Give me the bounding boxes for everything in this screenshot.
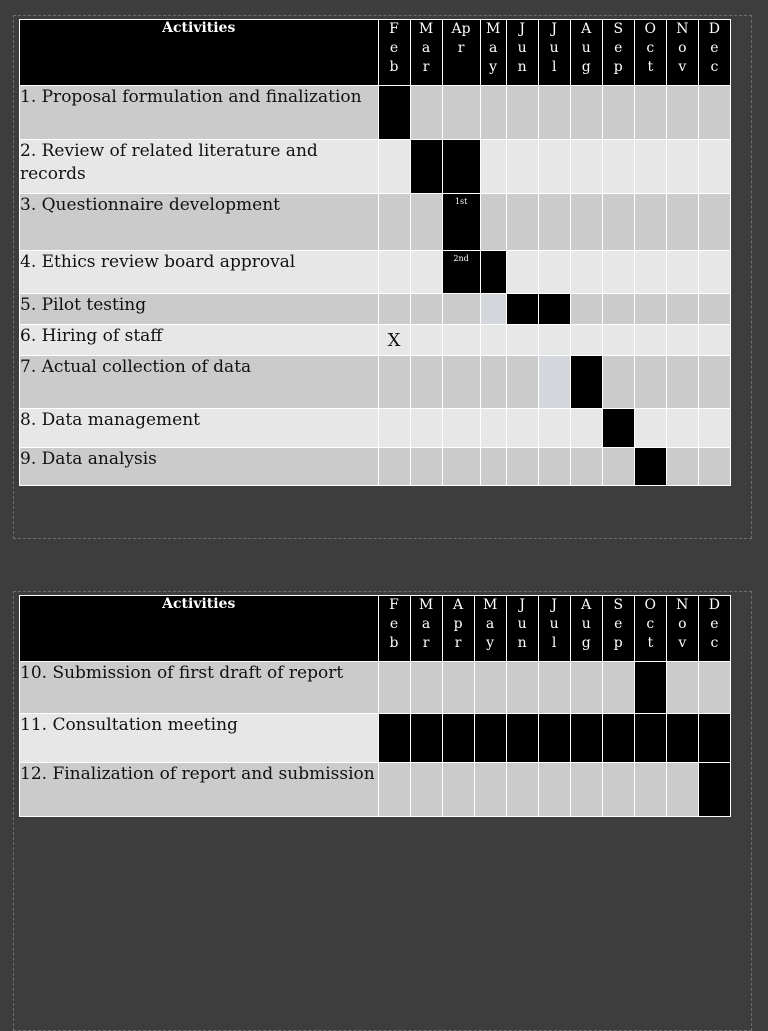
month-letter: J [519, 597, 525, 613]
schedule-cell [410, 294, 442, 325]
month-letter: v [678, 635, 687, 651]
schedule-cell [410, 194, 442, 251]
cell-note: 1st [454, 197, 468, 206]
month-letter: c [710, 635, 719, 651]
schedule-cell [634, 86, 666, 140]
gantt-table-1 [19, 19, 731, 486]
schedule-cell [378, 356, 410, 409]
month-letter: S [613, 21, 624, 37]
schedule-cell [666, 140, 698, 194]
table-row [20, 356, 731, 409]
schedule-cell [480, 325, 506, 356]
schedule-cell [480, 356, 506, 409]
month-letter: r [422, 59, 430, 75]
schedule-cell [410, 448, 442, 486]
month-header [474, 596, 506, 662]
schedule-cell [378, 194, 410, 251]
schedule-cell-filled [634, 714, 666, 763]
schedule-cell [698, 251, 730, 294]
month-letter: t [647, 59, 654, 75]
cell-note: 2nd [453, 254, 469, 263]
month-letter: M [485, 21, 501, 37]
schedule-cell [538, 448, 570, 486]
schedule-cell [602, 140, 634, 194]
table-row [20, 714, 731, 763]
month-letter: Ap [451, 21, 471, 37]
month-letter: A [581, 21, 592, 37]
schedule-cell [378, 140, 410, 194]
schedule-cell [378, 251, 410, 294]
month-header [538, 596, 570, 662]
month-letter: c [646, 616, 655, 632]
month-letter: e [710, 40, 719, 56]
schedule-cell [698, 662, 730, 714]
month-letter: D [708, 21, 721, 37]
month-letter: l [551, 59, 557, 75]
schedule-cell [506, 409, 538, 448]
month-header [634, 596, 666, 662]
month-letter: e [389, 616, 399, 632]
schedule-cell [474, 763, 506, 817]
month-header [410, 20, 442, 86]
table-row [20, 251, 731, 294]
table-row [20, 448, 731, 486]
month-letter: y [489, 59, 498, 75]
schedule-cell [378, 325, 410, 356]
activity-label: 6. Hiring of staff [20, 325, 379, 356]
page-1 [13, 15, 752, 539]
schedule-cell [378, 448, 410, 486]
schedule-cell [442, 409, 480, 448]
schedule-cell [602, 662, 634, 714]
schedule-cell [378, 409, 410, 448]
table-row [20, 409, 731, 448]
month-letter: e [710, 616, 719, 632]
activities-header: Activities [20, 596, 379, 662]
schedule-cell-filled [698, 714, 730, 763]
schedule-cell [480, 194, 506, 251]
schedule-cell [480, 448, 506, 486]
schedule-cell [378, 662, 410, 714]
schedule-cell [666, 251, 698, 294]
month-letter: a [421, 616, 431, 632]
schedule-cell [634, 763, 666, 817]
month-letter: J [551, 21, 557, 37]
schedule-cell [570, 86, 602, 140]
table-row [20, 294, 731, 325]
month-header [602, 596, 634, 662]
schedule-cell [378, 294, 410, 325]
schedule-cell [410, 763, 442, 817]
month-letter: u [581, 616, 591, 632]
schedule-cell [410, 251, 442, 294]
month-letter: a [485, 616, 495, 632]
schedule-cell [698, 448, 730, 486]
schedule-cell [602, 763, 634, 817]
schedule-cell-filled [474, 714, 506, 763]
schedule-cell [538, 356, 570, 409]
schedule-cell [538, 86, 570, 140]
schedule-cell [602, 325, 634, 356]
schedule-cell-filled [570, 714, 602, 763]
schedule-cell [634, 140, 666, 194]
schedule-cell [698, 194, 730, 251]
schedule-cell-filled [442, 194, 480, 251]
schedule-cell-filled [410, 714, 442, 763]
schedule-cell [666, 662, 698, 714]
schedule-cell [506, 325, 538, 356]
month-header [698, 596, 730, 662]
page-2 [13, 591, 752, 1031]
month-header [378, 596, 410, 662]
schedule-cell-filled [634, 448, 666, 486]
table-row [20, 662, 731, 714]
activity-label: 9. Data analysis [20, 448, 379, 486]
schedule-cell-filled [666, 714, 698, 763]
schedule-cell [602, 194, 634, 251]
schedule-cell [480, 409, 506, 448]
month-letter: r [457, 40, 465, 56]
activity-label: 8. Data management [20, 409, 379, 448]
activity-label: 1. Proposal formulation and finalization [20, 86, 379, 140]
schedule-cell [442, 356, 480, 409]
month-letter: y [486, 635, 495, 651]
schedule-cell [506, 194, 538, 251]
month-letter: p [613, 635, 623, 651]
month-letter: F [389, 597, 399, 613]
month-letter: g [581, 59, 591, 75]
month-header [442, 596, 474, 662]
schedule-cell [698, 356, 730, 409]
month-letter: u [549, 40, 559, 56]
schedule-cell [474, 662, 506, 714]
schedule-cell [442, 448, 480, 486]
month-letter: M [418, 597, 434, 613]
schedule-cell [602, 251, 634, 294]
schedule-cell [506, 140, 538, 194]
month-letter: u [517, 40, 527, 56]
month-letter: O [644, 597, 656, 613]
schedule-cell [410, 662, 442, 714]
schedule-cell [538, 325, 570, 356]
table-header-row [20, 596, 731, 662]
schedule-cell [602, 86, 634, 140]
schedule-cell [410, 409, 442, 448]
schedule-cell-filled [442, 251, 480, 294]
table-header-row [20, 20, 731, 86]
activity-label: 11. Consultation meeting [20, 714, 379, 763]
schedule-cell [506, 448, 538, 486]
month-letter: J [519, 21, 525, 37]
schedule-cell [506, 86, 538, 140]
cell-mark: X [387, 329, 401, 351]
schedule-cell [410, 86, 442, 140]
month-letter: t [647, 635, 654, 651]
month-letter: r [422, 635, 430, 651]
schedule-cell [634, 251, 666, 294]
month-letter: u [581, 40, 591, 56]
schedule-cell [538, 763, 570, 817]
month-letter: p [453, 616, 463, 632]
schedule-cell [480, 86, 506, 140]
month-letter: M [418, 21, 434, 37]
month-letter: J [551, 597, 557, 613]
month-letter: n [517, 59, 527, 75]
schedule-cell [538, 251, 570, 294]
month-header [666, 596, 698, 662]
month-header [570, 596, 602, 662]
schedule-cell-filled [378, 714, 410, 763]
schedule-cell [570, 194, 602, 251]
month-header [410, 596, 442, 662]
schedule-cell [634, 294, 666, 325]
month-letter: D [708, 597, 721, 613]
schedule-cell [506, 251, 538, 294]
table-row [20, 194, 731, 251]
schedule-cell [634, 325, 666, 356]
activity-label: 12. Finalization of report and submission [20, 763, 379, 817]
month-letter: v [678, 59, 687, 75]
activity-label: 10. Submission of first draft of report [20, 662, 379, 714]
month-header [506, 20, 538, 86]
schedule-cell-filled [634, 662, 666, 714]
schedule-cell-filled [378, 86, 410, 140]
schedule-cell [666, 448, 698, 486]
schedule-cell [480, 294, 506, 325]
activity-label: 2. Review of related literature and records [20, 140, 379, 194]
schedule-cell-filled [506, 714, 538, 763]
schedule-cell [410, 325, 442, 356]
month-letter: a [421, 40, 431, 56]
schedule-cell-filled [602, 714, 634, 763]
month-letter: N [676, 597, 689, 613]
month-letter: o [678, 616, 687, 632]
activity-label: 7. Actual collection of data [20, 356, 379, 409]
schedule-cell-filled [538, 294, 570, 325]
schedule-cell-filled [698, 763, 730, 817]
schedule-cell [698, 294, 730, 325]
schedule-cell [666, 356, 698, 409]
month-header [506, 596, 538, 662]
schedule-cell [666, 294, 698, 325]
month-letter: M [482, 597, 498, 613]
schedule-cell [602, 294, 634, 325]
table-row [20, 763, 731, 817]
gantt-table-2 [19, 595, 731, 817]
activities-header: Activities [20, 20, 379, 86]
schedule-cell [666, 409, 698, 448]
table-row [20, 140, 731, 194]
month-header [442, 20, 480, 86]
month-letter: u [517, 616, 527, 632]
schedule-cell [570, 251, 602, 294]
schedule-cell [538, 409, 570, 448]
schedule-cell [570, 325, 602, 356]
schedule-cell [442, 763, 474, 817]
schedule-cell-filled [410, 140, 442, 194]
schedule-cell [378, 763, 410, 817]
month-letter: A [581, 597, 592, 613]
schedule-cell [570, 662, 602, 714]
schedule-cell [602, 356, 634, 409]
schedule-cell [666, 763, 698, 817]
schedule-cell [666, 325, 698, 356]
schedule-cell [570, 294, 602, 325]
month-letter: A [453, 597, 464, 613]
month-header [538, 20, 570, 86]
schedule-cell [634, 194, 666, 251]
schedule-cell [666, 86, 698, 140]
month-letter: g [581, 635, 591, 651]
schedule-cell [570, 409, 602, 448]
schedule-cell [538, 194, 570, 251]
month-header [602, 20, 634, 86]
month-letter: b [389, 59, 399, 75]
schedule-cell [480, 140, 506, 194]
month-header [480, 20, 506, 86]
month-header [698, 20, 730, 86]
month-header [570, 20, 602, 86]
month-letter: c [710, 59, 719, 75]
month-letter: l [551, 635, 557, 651]
schedule-cell [506, 356, 538, 409]
month-letter: a [488, 40, 498, 56]
schedule-cell [410, 356, 442, 409]
month-letter: e [614, 616, 623, 632]
schedule-cell [698, 409, 730, 448]
schedule-cell [538, 140, 570, 194]
month-letter: u [549, 616, 559, 632]
schedule-cell [506, 763, 538, 817]
schedule-cell-filled [570, 356, 602, 409]
month-letter: e [614, 40, 623, 56]
schedule-cell-filled [442, 140, 480, 194]
month-letter: F [389, 21, 399, 37]
schedule-cell [570, 763, 602, 817]
schedule-cell-filled [602, 409, 634, 448]
schedule-cell [570, 448, 602, 486]
schedule-cell [442, 294, 480, 325]
month-letter: e [389, 40, 399, 56]
activity-label: 3. Questionnaire development [20, 194, 379, 251]
schedule-cell [570, 140, 602, 194]
schedule-cell [698, 86, 730, 140]
schedule-cell-filled [538, 714, 570, 763]
table-row [20, 86, 731, 140]
schedule-cell [634, 409, 666, 448]
schedule-cell [506, 662, 538, 714]
month-letter: p [613, 59, 623, 75]
activity-label: 5. Pilot testing [20, 294, 379, 325]
month-letter: o [678, 40, 687, 56]
schedule-cell [442, 86, 480, 140]
table-row [20, 325, 731, 356]
schedule-cell-filled [506, 294, 538, 325]
month-header [666, 20, 698, 86]
month-header [634, 20, 666, 86]
schedule-cell [442, 662, 474, 714]
activity-label: 4. Ethics review board approval [20, 251, 379, 294]
schedule-cell-filled [480, 251, 506, 294]
month-header [378, 20, 410, 86]
month-letter: N [676, 21, 689, 37]
schedule-cell-filled [442, 714, 474, 763]
month-letter: O [644, 21, 657, 37]
schedule-cell [666, 194, 698, 251]
schedule-cell [634, 356, 666, 409]
month-letter: S [613, 597, 624, 613]
schedule-cell [698, 325, 730, 356]
month-letter: r [454, 635, 462, 651]
month-letter: b [389, 635, 399, 651]
month-letter: n [517, 635, 527, 651]
schedule-cell [698, 140, 730, 194]
schedule-cell [602, 448, 634, 486]
schedule-cell [538, 662, 570, 714]
month-letter: c [646, 40, 655, 56]
schedule-cell [442, 325, 480, 356]
